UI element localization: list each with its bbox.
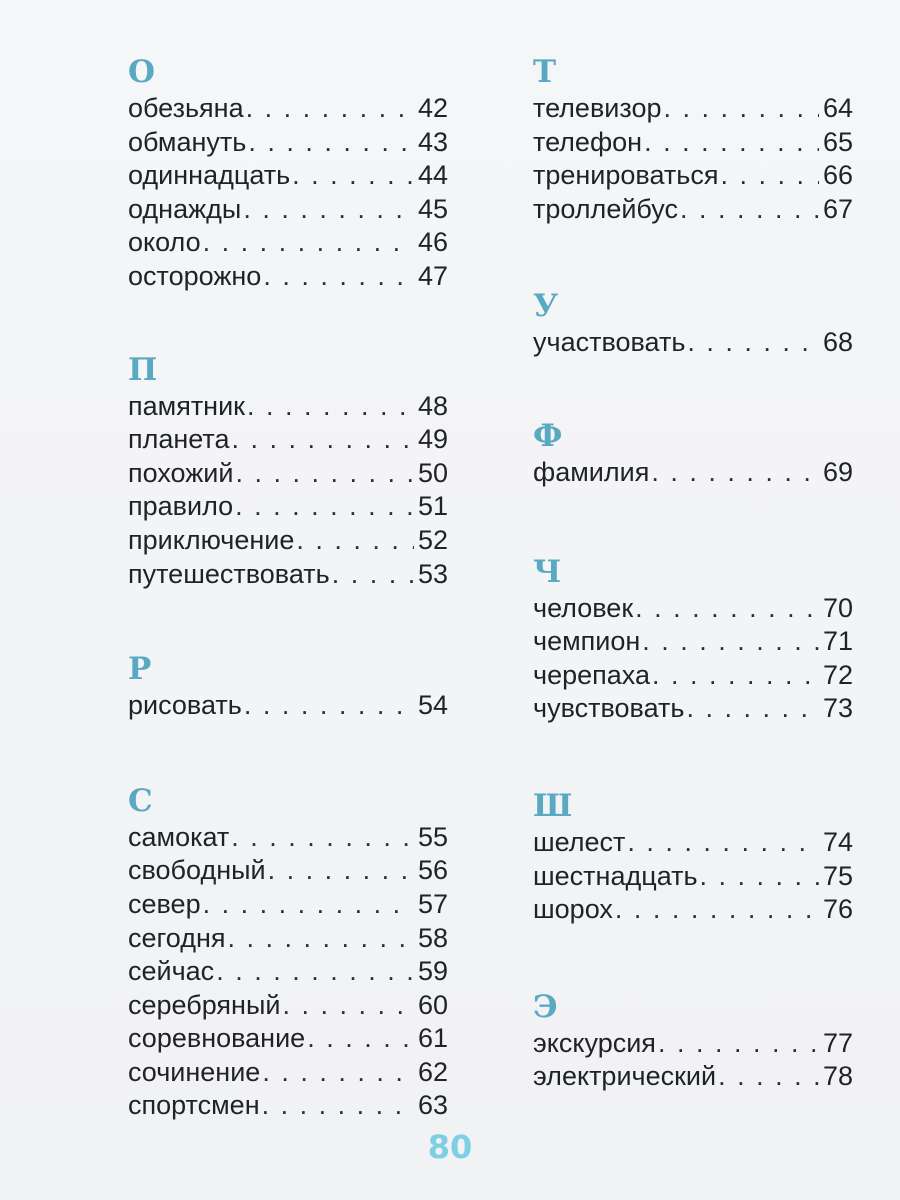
leader-dots: [658, 1027, 819, 1061]
entry-page-number: 56: [417, 855, 448, 886]
entry-word: около: [128, 227, 201, 258]
leader-dots: [247, 390, 414, 424]
entry-word: тренироваться: [533, 160, 719, 191]
index-entry: [533, 126, 853, 160]
section-letter: Т: [533, 54, 557, 90]
index-entry: [533, 1060, 853, 1094]
leader-dots: [243, 193, 414, 227]
entry-word: телефон: [533, 126, 643, 157]
entry-page-number: 48: [417, 390, 448, 421]
entry-word: электрический: [533, 1061, 717, 1092]
leader-dots: [686, 692, 819, 726]
leader-dots: [307, 1022, 414, 1056]
section-letter: У: [533, 288, 559, 325]
entry-page-number: 62: [417, 1056, 448, 1087]
entry-page-number: 53: [417, 558, 448, 589]
leader-dots: [332, 558, 414, 592]
index-section-ch: [533, 552, 853, 726]
index-entry: [533, 860, 853, 894]
leader-dots: [296, 524, 414, 558]
index-entry: [128, 126, 448, 160]
entry-page-number: 69: [822, 456, 853, 487]
leader-dots: [263, 260, 414, 294]
page-number: 80: [427, 1128, 473, 1166]
entry-word: обмануть: [128, 126, 247, 157]
index-entry: [533, 193, 853, 227]
entry-page-number: 45: [417, 193, 448, 224]
entry-word: север: [128, 888, 201, 919]
section-spacer: [533, 927, 853, 987]
leader-dots: [282, 989, 414, 1023]
entry-word: сегодня: [128, 922, 226, 953]
index-entry: [128, 821, 448, 855]
entry-word: троллейбус: [533, 193, 678, 224]
section-letter: Ч: [533, 553, 562, 590]
leader-dots: [235, 490, 414, 524]
leader-dots: [246, 92, 414, 126]
entry-page-number: 67: [822, 193, 853, 224]
entry-page-number: 72: [822, 659, 853, 690]
entry-word: самокат: [128, 821, 230, 852]
section-spacer: [533, 726, 853, 786]
index-entry: [533, 893, 853, 927]
leader-dots: [700, 860, 819, 894]
entry-word: осторожно: [128, 260, 262, 291]
index-entry: [128, 888, 448, 922]
entry-word: обезьяна: [128, 93, 244, 123]
entry-page-number: 54: [417, 690, 448, 721]
entry-page-number: 68: [822, 327, 853, 358]
section-letter: С: [128, 782, 153, 819]
index-entry: [533, 592, 853, 626]
index-entry: [533, 659, 853, 693]
entry-page-number: 55: [417, 821, 448, 852]
entry-page-number: 52: [417, 524, 448, 555]
section-spacer: [533, 490, 853, 552]
leader-dots: [262, 1056, 414, 1090]
leader-dots: [227, 922, 413, 956]
entry-page-number: 46: [417, 227, 448, 258]
entry-page-number: 63: [417, 1090, 448, 1121]
entry-page-number: 44: [417, 160, 448, 191]
entry-word: сочинение: [128, 1056, 261, 1087]
index-entry: [533, 826, 853, 860]
index-section-p: [128, 350, 448, 592]
entry-page-number: 43: [417, 126, 448, 157]
entry-page-number: 61: [417, 1023, 448, 1054]
entry-word: сейчас: [128, 956, 215, 987]
leader-dots: [664, 92, 819, 126]
index-section-o: [128, 52, 448, 294]
index-entry: [128, 1022, 448, 1056]
entry-word: черепаха: [533, 659, 650, 690]
index-entry: [128, 558, 448, 592]
entry-word: фамилия: [533, 456, 650, 487]
leader-dots: [652, 659, 819, 693]
entry-page-number: 57: [417, 888, 448, 919]
index-section-s: [128, 781, 448, 1123]
section-spacer: [533, 226, 853, 286]
leader-dots: [718, 1060, 819, 1094]
section-letter: Ф: [533, 417, 563, 454]
leader-dots: [268, 854, 414, 888]
index-entry: [128, 524, 448, 558]
leader-dots: [644, 126, 819, 160]
entry-word: одиннадцать: [128, 160, 291, 191]
index-entry: [128, 260, 448, 294]
entry-word: спортсмен: [128, 1090, 260, 1121]
leader-dots: [248, 126, 414, 160]
entry-word: участвовать: [533, 327, 686, 358]
section-spacer: [128, 591, 448, 649]
index-entry: [128, 423, 448, 457]
section-spacer: [128, 294, 448, 350]
entry-word: человек: [533, 592, 634, 623]
index-entry: [128, 1056, 448, 1090]
entry-page-number: 58: [417, 922, 448, 953]
entry-page-number: 42: [417, 93, 448, 123]
index-entry: [533, 159, 853, 193]
entry-page-number: 59: [417, 956, 448, 987]
entry-word: шорох: [533, 894, 613, 925]
index-entry: [128, 955, 448, 989]
entry-word: соревнование: [128, 1023, 306, 1054]
index-entry: [533, 92, 853, 126]
leader-dots: [615, 893, 819, 927]
leader-dots: [235, 457, 413, 491]
section-letter: Р: [128, 651, 152, 688]
section-letter: П: [128, 351, 158, 388]
index-entry: [128, 226, 448, 260]
index-entry: [128, 390, 448, 424]
index-entry: [128, 922, 448, 956]
index-section-u: [533, 286, 853, 360]
entry-word: чувствовать: [533, 693, 685, 724]
index-section-t: [533, 52, 853, 226]
entry-page-number: 47: [417, 260, 448, 291]
entry-page-number: 66: [822, 160, 853, 191]
entry-word: чемпион: [533, 626, 641, 657]
leader-dots: [635, 592, 819, 626]
entry-page-number: 71: [822, 626, 853, 657]
index-entry: [533, 692, 853, 726]
leader-dots: [642, 625, 819, 659]
index-section-e: [533, 987, 853, 1094]
entry-page-number: 60: [417, 989, 448, 1020]
entry-word: памятник: [128, 390, 245, 421]
index-entry: [128, 193, 448, 227]
leader-dots: [627, 826, 819, 860]
leader-dots: [651, 456, 819, 490]
entry-page-number: 51: [417, 491, 448, 522]
entry-page-number: 75: [822, 860, 853, 891]
entry-word: планета: [128, 424, 230, 455]
index-column-right: [533, 52, 853, 1094]
index-section-sh: [533, 786, 853, 927]
index-entry: [533, 326, 853, 360]
leader-dots: [203, 888, 414, 922]
entry-page-number: 74: [822, 826, 853, 857]
entry-word: правило: [128, 491, 234, 522]
section-spacer: [533, 360, 853, 416]
entry-word: свободный: [128, 855, 266, 886]
leader-dots: [262, 1089, 414, 1123]
entry-word: путешествовать: [128, 558, 330, 589]
leader-dots: [720, 159, 819, 193]
section-letter: Э: [533, 988, 558, 1025]
index-entry: [128, 689, 448, 723]
entry-word: шестнадцать: [533, 860, 698, 891]
entry-page-number: 77: [822, 1027, 853, 1058]
index-entry: [128, 989, 448, 1023]
leader-dots: [244, 689, 414, 723]
entry-word: серебряный: [128, 989, 281, 1020]
entry-page-number: 65: [822, 126, 853, 157]
leader-dots: [203, 226, 414, 260]
entry-word: шелест: [533, 826, 626, 857]
leader-dots: [687, 326, 819, 360]
entry-word: похожий: [128, 457, 234, 488]
entry-page-number: 50: [417, 457, 448, 488]
index-section-f: [533, 416, 853, 490]
index-entry: [128, 159, 448, 193]
entry-page-number: 73: [822, 693, 853, 724]
index-section-r: [128, 649, 448, 723]
index-entry: [533, 625, 853, 659]
leader-dots: [232, 423, 414, 457]
entry-word: экскурсия: [533, 1027, 656, 1058]
leader-dots: [231, 821, 414, 855]
entry-page-number: 64: [822, 93, 853, 123]
entry-word: рисовать: [128, 690, 242, 721]
index-column-left: [128, 52, 448, 1123]
entry-word: однажды: [128, 193, 242, 224]
index-entry: [533, 1027, 853, 1061]
leader-dots: [216, 955, 414, 989]
index-entry: [128, 1089, 448, 1123]
entry-page-number: 76: [822, 894, 853, 925]
index-entry: [128, 490, 448, 524]
section-letter: О: [128, 54, 156, 90]
index-entry: [533, 456, 853, 490]
entry-word: телевизор: [533, 93, 662, 123]
entry-page-number: 78: [822, 1061, 853, 1092]
index-entry: [128, 457, 448, 491]
entry-page-number: 70: [822, 592, 853, 623]
section-spacer: [128, 723, 448, 781]
entry-word: приключение: [128, 524, 295, 555]
leader-dots: [292, 159, 414, 193]
section-letter: Ш: [533, 787, 573, 824]
leader-dots: [680, 193, 819, 227]
index-entry: [128, 854, 448, 888]
index-entry: [128, 92, 448, 126]
entry-page-number: 49: [417, 424, 448, 455]
